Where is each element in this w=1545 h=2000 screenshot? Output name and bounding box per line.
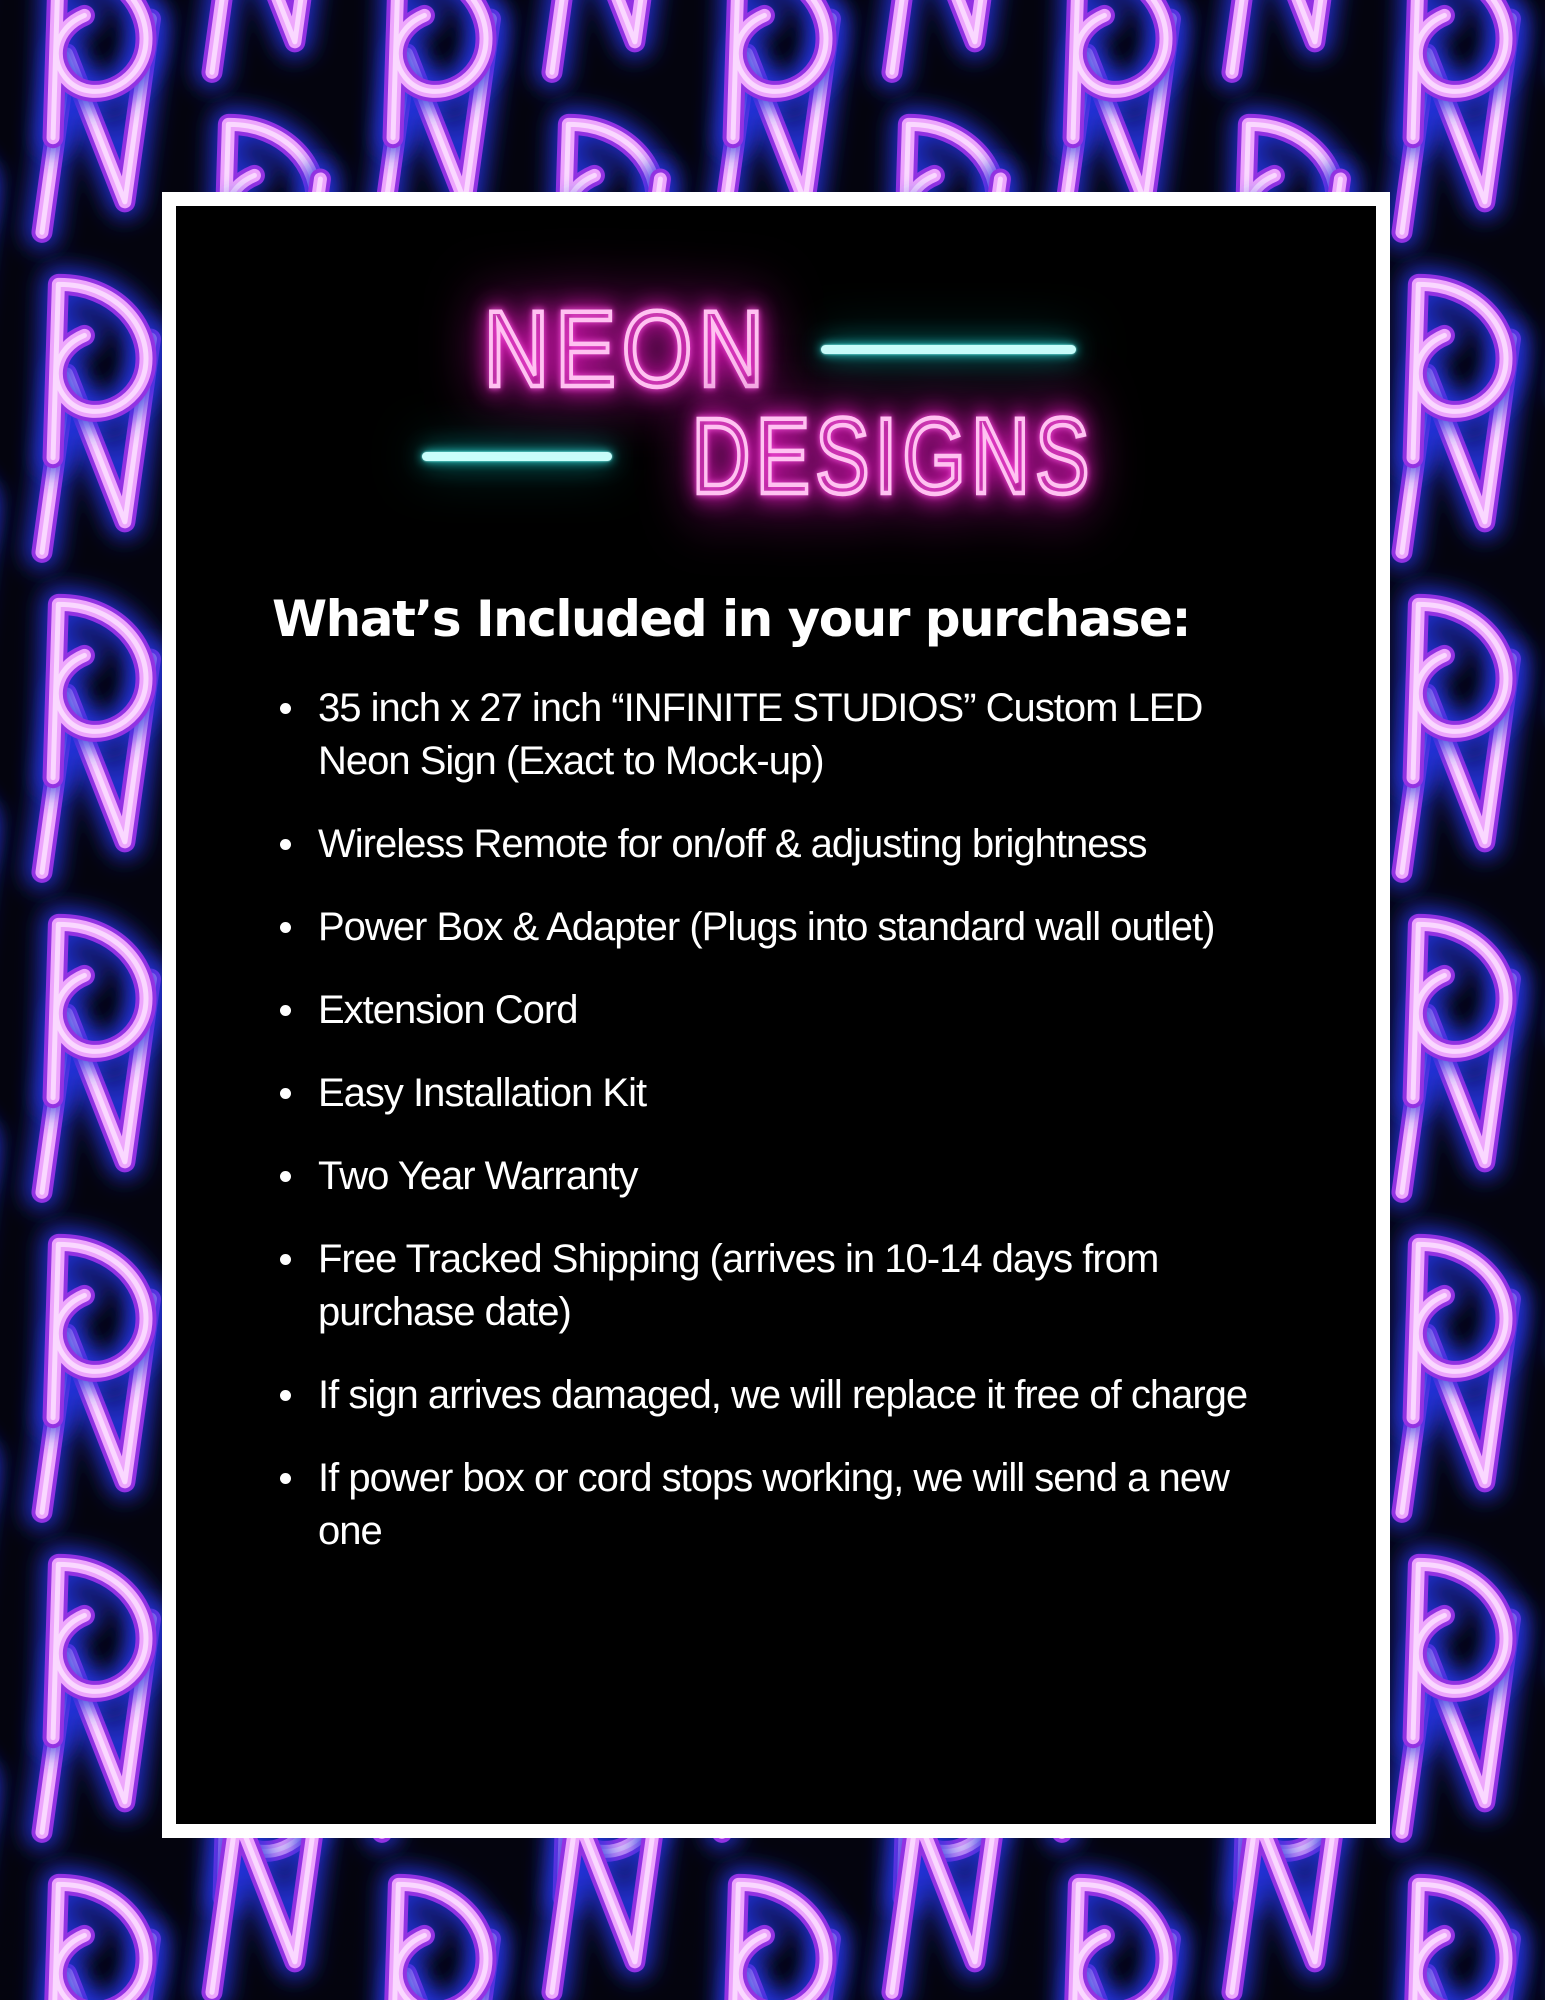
- list-item: Extension Cord: [318, 984, 1280, 1037]
- list-item: If power box or cord stops working, we will send a new one: [318, 1452, 1280, 1558]
- logo-row-bottom: [422, 396, 1130, 517]
- list-item: 35 inch x 27 inch “INFINITE STUDIOS” Custom LED Neon Sign (Exact to Mock-up): [318, 682, 1280, 788]
- brand-logo: [272, 289, 1280, 517]
- list-item: Free Tracked Shipping (arrives in 10-14 days from purchase date): [318, 1233, 1280, 1339]
- included-items-list: [272, 682, 1280, 1558]
- page-title: What’s Included in your purchase:: [272, 590, 1190, 649]
- list-item: Power Box & Adapter (Plugs into standard wall outlet): [318, 901, 1280, 954]
- list-item: Wireless Remote for on/off & adjusting brightness: [318, 818, 1280, 871]
- brand-word-neon: NEON: [483, 289, 770, 410]
- neon-divider-line-top: [821, 345, 1076, 354]
- neon-divider-line-bottom: [422, 452, 612, 461]
- logo-row-top: [476, 289, 1076, 410]
- list-item: If sign arrives damaged, we will replace it free of charge: [318, 1369, 1280, 1422]
- brand-word-designs: DESIGNS: [691, 396, 1095, 517]
- content-panel: [162, 192, 1390, 1838]
- list-item: Easy Installation Kit: [318, 1067, 1280, 1120]
- list-item: Two Year Warranty: [318, 1150, 1280, 1203]
